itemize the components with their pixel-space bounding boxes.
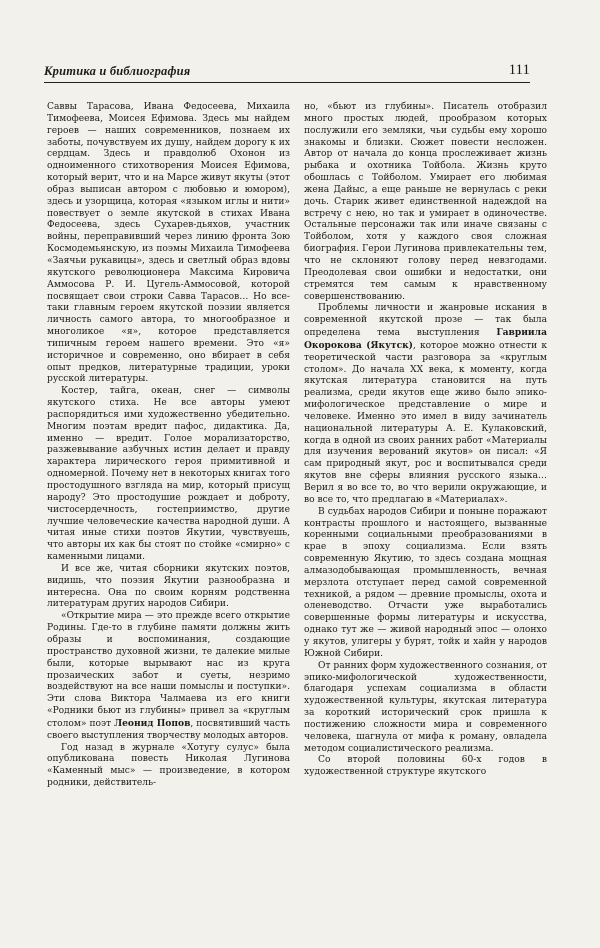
- paragraph-text: Саввы Тарасова, Ивана Федосеева, Михаила Тимофеева, Моисея Ефимова. Здесь мы найдем героев — наших современников, познаем их заботы, почувствуем их душу, найдем дорогу к их сердцам. Здесь и правдолюб Охонон из одноименного стихотворения Моисея Ефимова, который верит, что и на Марсе живут якуты (этот образ выписан автором с любовью и юмором), здесь и узорщица, которая «языком иглы и нити» повествует о земле якутской в стихах Ивана Федосеева, здесь Сухарев-дьяхов, участник войны, переправивший через линию фронта Зою Космодемьянскую, из поэмы Михаила Тимофеева «Заячьи рукавицы», здесь и светлый образ вдовы якутского революционера Максима Кировича Аммосова Р. И. Цугель-Аммосовой, которой посвящает свои строки Савва Тарасов… Но все-таки главным героем якутской поэзии является личность самого автора, то многообразное и многоликое «я», которое представляется типичным героем нашего времени. Это «я» историчное и современно, оно вбирает в себя опыт предков, литературные традиции, уроки русской литературы.: [47, 102, 290, 385]
- paragraph-text: Год назад в журнале «Хотугу сулус» была опубликована повесть Николая Лугинова «Каменный мыс» — произведение, в котором родники, действитель-: [47, 742, 290, 789]
- paragraph-text: но, «бьют из глубины». Писатель отобразил много простых людей, прообразом которых послужили его земляки, чьи судьбы ему хорошо знакомы и близки. Сюжет повести несложен. Автор от начала до конца прослеживает жизнь рыбака и охотника Тойбола. Жизнь круто обошлась с Тойболом. Умирает его любимая жена Дайыс, а еще раньше не вернулась с реки дочь. Старик живет единственной надеждой на встречу с нею, но так и умирает в одиночестве. Остальные персонажи так или иначе связаны с Тойболом, хотя у каждого своя сложная биография. Герои Лугинова привлекательны тем, что не склоняют голову перед невзгодами. Преодолевая свои ошибки и недостатки, они стремятся тем самым к нравственному совершенствованию.: [304, 102, 547, 302]
- paragraph-text: Проблемы личности и жанровые искания в современной якутской прозе — так была определена тема выступления: [304, 303, 547, 339]
- paragraph: [47, 611, 290, 742]
- paragraph: [47, 743, 290, 790]
- paragraph-text: , посвятивший часть своего выступления творчеству молодых авторов.: [47, 718, 290, 741]
- paragraph: [47, 386, 290, 564]
- paragraph: [47, 102, 290, 386]
- paragraph: [304, 507, 547, 661]
- page-header: [44, 62, 530, 83]
- running-title: Критика и библиография: [44, 64, 191, 78]
- paragraph: [304, 102, 547, 303]
- paragraph-text: Костер, тайга, океан, снег — символы якутского стиха. Не все авторы умеют распорядиться ими художественно убедительно. Многим поэтам вредит пафос, дидактика. Да, именно — вредит. Голое морализаторство, разжевывание азбучных истин делает и правду характера лирического героя примитивной и одномерной. Почему нет в некоторых книгах того простодушного взгляда на мир, который присущ народу? Это простодушие рождает и доброту, чистосердечность, гостеприимство, другие лучшие человеческие качества народной души. А читая иные стихи поэтов Якутии, чувствуешь, что авторы их как бы стоят по стойке «смирно» с каменными лицами.: [47, 386, 290, 563]
- author-name: Гавриила Окорокова (Якутск): [304, 327, 547, 351]
- paragraph-text: «Открытие мира — это прежде всего открытие Родины. Где-то в глубине памяти должны жить образы и воспоминания, создающие пространство духовной жизни, те далекие милые были, которые вырывают нас из круга прозаических забот и суеты, незримо воздействуют на все наши помыслы и поступки». Эти слова Виктора Чалмаева из его книги «Родники бьют из глубины» привел за «круглым столом» поэт: [47, 611, 290, 729]
- paragraph-text: В судьбах народов Сибири и поныне поражают контрасты прошлого и настоящего, вызванные коренными социальными преобразованиями в крае в эпоху социализма. Если взять современную Якутию, то здесь создана мощная алмазодобывающая промышленность, вечная мерзлота отступает перед самой современной техникой, а рядом — древние промыслы, охота и оленеводство. Отчасти уже выработались совершенные формы литературы и искусства, однако тут же — живой народный эпос — олонхо у якутов, улигеры у бурят, тойк и хайн у народов Южной Сибири.: [304, 506, 547, 659]
- paragraph: [47, 564, 290, 611]
- paragraph-text: , которое можно отнести к теоретической части разговора за «круглым столом». До начала XX века, к моменту, когда якутская литература становится на путь реализма, среди якутов еще живо было эпико-мифологическое представление о мире и человеке. Именно это имел в виду зачинатель национальной литературы А. Е. Кулаковский, когда в одной из своих ранних работ «Материалы для изучения верований якутов» он писал: «Я сам природный якут, рос и воспитывался среди якутов вне сферы влияния русского языка… Верил я во все то, во что верили окружающие, и во все то, что предлагаю в «Материалах».: [304, 340, 547, 505]
- paragraph-text: От ранних форм художественного сознания, от эпико-мифологической художественности, благодаря успехам социализма в области художественной культуры, якутская литература за короткий исторический срок пришла к постижению сложности мира и современного человека, шагнула от мифа к роману, овладела методом социалистического реализма.: [304, 660, 548, 754]
- paragraph: [304, 303, 547, 506]
- left-text-column: [47, 102, 290, 790]
- author-name: Леонид Попов: [114, 717, 191, 729]
- paragraph-text: Со второй половины 60-х годов в художественной структуре якутского: [304, 755, 547, 778]
- page-number: 111: [508, 62, 530, 78]
- paragraph: [304, 661, 547, 756]
- paragraph: [304, 755, 547, 779]
- right-text-column: [304, 102, 547, 779]
- paragraph-text: И все же, читая сборники якутских поэтов, видишь, что поэзия Якутии разнообразна и интересна. Она по своим корням родственна литературам других народов Сибири.: [47, 563, 290, 610]
